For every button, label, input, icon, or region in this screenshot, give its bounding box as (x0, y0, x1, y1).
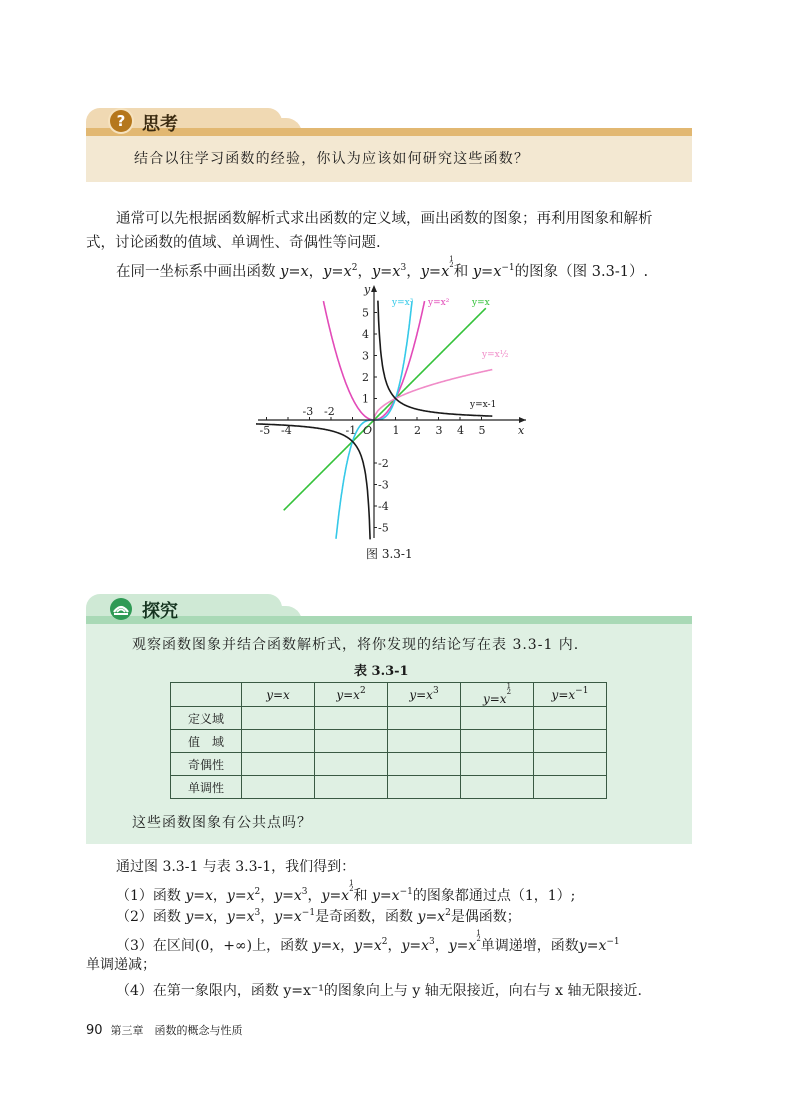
x-tick-label: 5 (478, 424, 486, 437)
origin-label: O (363, 424, 373, 437)
table-header-cell: $y=x^2$ (315, 683, 388, 707)
x-tick-label-upper: -3 (302, 405, 314, 418)
x-axis-label: x (518, 424, 525, 437)
x-tick-label: 2 (414, 424, 421, 437)
table-cell[interactable] (315, 707, 388, 730)
y-tick-label: -3 (378, 478, 389, 492)
explore-question: 这些函数图象有公共点吗？ (132, 815, 312, 831)
table-row (171, 707, 607, 730)
y-axis-arrow (371, 285, 377, 292)
table-cell[interactable] (315, 776, 388, 799)
y-tick-label: 5 (362, 306, 369, 320)
conclusion-item-4: （4）在第一象限内，函数 y=x⁻¹的图象向上与 y 轴无限接近，向右与 x 轴无限接近. (116, 983, 642, 999)
table-header-cell: y=x1 2 (461, 683, 534, 707)
y-tick-label: -2 (378, 457, 389, 470)
table-header-row (171, 683, 607, 707)
label-y-equals-x: y=x (472, 298, 490, 308)
x-tick-label: -1 (345, 424, 357, 437)
explore-text: 观察函数图象并结合函数解析式，将你发现的结论写在表 3.3-1 内. (132, 637, 580, 653)
x-tick-label: 3 (435, 424, 443, 437)
y-tick-label: 3 (362, 349, 369, 363)
conclusion-item-3: （3）在区间(0，+∞)上，函数 y=x，$y=x^2$，$y=x^3$，y=x1 2单调递增，函数$y=x^{-1}$ (116, 929, 620, 954)
table-header-cell: $y=x^3$ (388, 683, 461, 707)
table-cell[interactable] (242, 730, 315, 753)
explore-box (86, 594, 692, 844)
x-tick-label: 1 (392, 424, 400, 437)
x-tick-label: 4 (457, 424, 464, 437)
table-row-label: 单调性 (171, 776, 242, 799)
table-header-cell: $y=x^{-1}$ (534, 683, 607, 707)
intro-paragraph-line2: 式，讨论函数的值域、单调性、奇偶性等问题. (86, 235, 381, 251)
table-cell[interactable] (388, 730, 461, 753)
explore-icon (110, 598, 132, 620)
x-axis-arrow (519, 417, 526, 423)
table-cell[interactable] (461, 707, 534, 730)
table-cell[interactable] (242, 753, 315, 776)
label-y-equals-sqrt-x: y=x½ (482, 350, 509, 360)
x-tick-label: -5 (259, 424, 271, 437)
label-y-equals-x-squared: y=x² (428, 298, 450, 308)
x-tick-label-upper: -2 (324, 405, 335, 418)
table-cell[interactable] (534, 730, 607, 753)
table-row-label: 奇偶性 (171, 753, 242, 776)
figure-caption: 图 3.3-1 (366, 547, 413, 561)
label-y-equals-inverse: y=x-1 (470, 400, 497, 410)
table-cell[interactable] (461, 730, 534, 753)
table-cell[interactable] (461, 753, 534, 776)
table-cell[interactable] (388, 707, 461, 730)
table-row (171, 753, 607, 776)
conclusion-item-3-cont: 单调递减； (86, 957, 156, 973)
table-corner-cell (171, 683, 242, 707)
label-y-equals-x-cubed: y=x³ (392, 298, 414, 308)
y-axis-label: y (364, 283, 371, 296)
table-cell[interactable] (388, 753, 461, 776)
y-tick-label: -4 (378, 500, 389, 513)
y-tick-label: 1 (362, 392, 369, 406)
intro-paragraph-2: 在同一坐标系中画出函数 y=x，$y=x^2$，$y=x^3$，y=x1 2和 $y=x^{-1}$的图象（图 3.3-1）. (116, 255, 649, 280)
conclusion-item-2: （2）函数 y=x，$y=x^3$，$y=x^{-1}$是奇函数，函数 $y=x^2$是偶函数； (116, 908, 521, 925)
y-tick-label: 4 (362, 328, 369, 341)
table-cell[interactable] (315, 753, 388, 776)
think-box (86, 108, 692, 182)
table-cell[interactable] (242, 776, 315, 799)
table-header-cell: y=x (242, 683, 315, 707)
table-row (171, 776, 607, 799)
table-row-label: 定义域 (171, 707, 242, 730)
chapter-title: 第三章 函数的概念与性质 (110, 1024, 243, 1037)
table-cell[interactable] (461, 776, 534, 799)
conclusion-intro: 通过图 3.3-1 与表 3.3-1，我们得到： (116, 859, 356, 875)
table-cell[interactable] (534, 753, 607, 776)
property-table (170, 682, 607, 799)
x-tick-label: -4 (281, 424, 292, 437)
conclusion-item-1: （1）函数 y=x，$y=x^2$，$y=x^3$，y=x1 2和 $y=x^{-1}$的图象都通过点（1，1）; (116, 879, 576, 904)
function-graph (256, 283, 536, 543)
y-tick-label: -5 (378, 521, 389, 535)
table-caption: 表 3.3-1 (354, 664, 409, 679)
table-cell[interactable] (534, 776, 607, 799)
table-cell[interactable] (534, 707, 607, 730)
table-cell[interactable] (315, 730, 388, 753)
table-cell[interactable] (242, 707, 315, 730)
table-row-label: 值 域 (171, 730, 242, 753)
table-row (171, 730, 607, 753)
think-text: 结合以往学习函数的经验，你认为应该如何研究这些函数？ (134, 151, 530, 167)
question-icon: ? (110, 110, 132, 132)
y-tick-label: 2 (362, 371, 369, 384)
think-title: 思考 (142, 114, 178, 135)
explore-title: 探究 (142, 601, 178, 622)
page-number: 90 (86, 1023, 103, 1038)
intro-paragraph-line1: 通常可以先根据函数解析式求出函数的定义域，画出函数的图象；再利用图象和解析 (116, 211, 653, 227)
table-cell[interactable] (388, 776, 461, 799)
page-footer (86, 1022, 243, 1038)
